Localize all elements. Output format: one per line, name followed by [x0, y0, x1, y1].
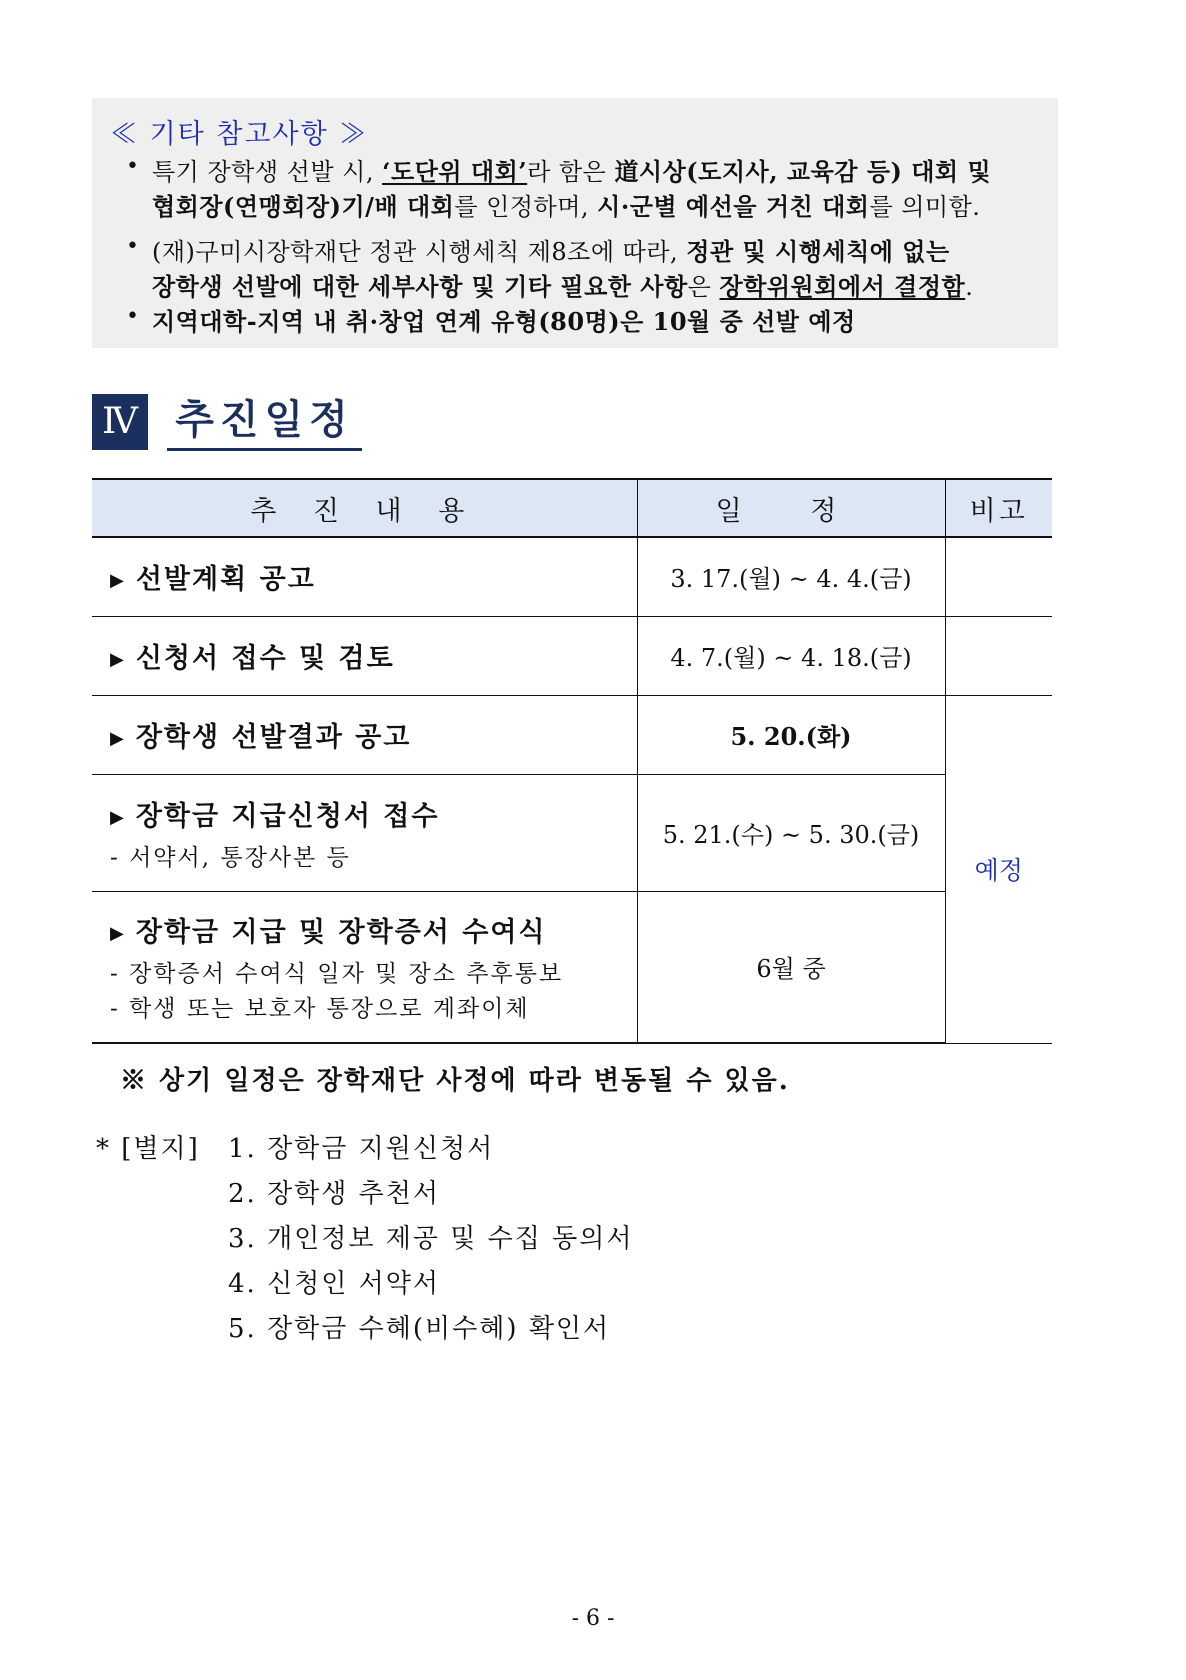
- triangle-bullet-icon: ▶: [110, 570, 126, 592]
- content-cell: [92, 891, 637, 1043]
- section-title-underline: [167, 448, 362, 451]
- content-cell: [92, 537, 637, 616]
- header-label: 일 정: [715, 495, 867, 527]
- bullet-icon: •: [126, 304, 139, 329]
- note-emphasis: 정관 및 시행세칙에 없는: [686, 237, 950, 266]
- table-row: [92, 891, 1052, 1043]
- bullet-icon: •: [126, 154, 139, 179]
- triangle-bullet-icon: ▶: [110, 728, 126, 749]
- item-title: 선발계획 공고: [135, 564, 316, 596]
- content-cell: [92, 616, 637, 695]
- table-row: [92, 616, 1052, 695]
- date-cell: 5. 20.(화): [637, 695, 945, 774]
- item-title: 장학금 지급 및 장학증서 수여식: [135, 917, 547, 949]
- note-emphasis: 협회장(연맹회장)기/배 대회: [152, 192, 455, 221]
- header-content: [92, 479, 637, 537]
- note-text: 특기 장학생 선발 시,: [152, 158, 383, 186]
- header-remark: [945, 479, 1052, 537]
- date-cell: 6월 중: [637, 891, 945, 1043]
- attachment-item: 5. 장학금 수혜(비수혜) 확인서: [228, 1314, 611, 1344]
- header-label: 비고: [969, 495, 1028, 527]
- triangle-bullet-icon: ▶: [110, 806, 126, 828]
- schedule-caution: ※ 상기 일정은 장학재단 사정에 따라 변동될 수 있음.: [120, 1066, 790, 1096]
- notes-title: ≪ 기타 참고사항 ≫: [110, 119, 369, 150]
- attachment-item: 3. 개인정보 제공 및 수집 동의서: [228, 1224, 634, 1254]
- table-row: [92, 695, 1052, 774]
- note-emphasis: 장학위원회에서 결정함: [719, 272, 966, 301]
- triangle-bullet-icon: ▶: [110, 649, 126, 670]
- note-emphasis: ‘도단위 대회’: [382, 157, 528, 186]
- note-emphasis: 시·군별 예선을 거친 대회: [597, 192, 870, 221]
- remark-cell: [945, 537, 1052, 616]
- section-number: Ⅳ: [92, 394, 148, 450]
- item-detail: - 장학증서 수여식 일자 및 장소 추후통보: [110, 961, 564, 988]
- note-2-line-2: [152, 267, 973, 302]
- remark-cell: [945, 616, 1052, 695]
- section-title: 추진일정: [175, 397, 354, 443]
- attachment-item: 1. 장학금 지원신청서: [228, 1134, 495, 1164]
- note-emphasis: 道시상(도지사, 교육감 등) 대회 및: [614, 157, 992, 186]
- notes-box: [92, 98, 1058, 348]
- header-schedule: [637, 479, 945, 537]
- item-title: 신청서 접수 및 검토: [135, 643, 395, 674]
- item-detail: - 서약서, 통장사본 등: [110, 844, 351, 871]
- triangle-bullet-icon: ▶: [110, 923, 126, 945]
- header-label: 추 진 내 용: [250, 495, 479, 527]
- table-row: [92, 774, 1052, 891]
- note-text: 지역대학-지역 내 취·창업 연계 유형(80명)은 10월 중 선발 예정: [152, 307, 856, 336]
- note-text: 를 의미함.: [869, 193, 981, 221]
- schedule-table: [92, 478, 1052, 1044]
- note-emphasis: 장학생 선발에 대한 세부사항 및 기타 필요한 사항: [152, 272, 688, 301]
- note-3-line-1: [152, 302, 856, 337]
- date-cell: 3. 17.(월) ~ 4. 4.(금): [637, 537, 945, 616]
- note-1-line-1: [152, 152, 991, 187]
- table-row: [92, 537, 1052, 616]
- note-1-line-2: [152, 187, 980, 222]
- content-cell: [92, 695, 637, 774]
- note-text: 를 인정하며,: [454, 193, 598, 221]
- note-2-line-1: [152, 232, 950, 267]
- attachment-item: 2. 장학생 추천서: [228, 1179, 441, 1209]
- note-text: .: [965, 273, 974, 301]
- attachments-prefix: * [별지]: [96, 1134, 200, 1164]
- note-text: 라 함은: [527, 158, 615, 186]
- date-cell: 5. 21.(수) ~ 5. 30.(금): [637, 774, 945, 891]
- content-cell: [92, 774, 637, 891]
- item-title: 장학생 선발결과 공고: [135, 722, 412, 753]
- item-detail: - 학생 또는 보호자 통장으로 계좌이체: [110, 996, 530, 1023]
- page-number: - 6 -: [571, 1606, 615, 1631]
- remark-cell: 예정: [945, 695, 1052, 1043]
- bullet-icon: •: [126, 234, 139, 259]
- note-text: (재)구미시장학재단 정관 시행세칙 제8조에 따라,: [152, 238, 687, 266]
- date-cell: 4. 7.(월) ~ 4. 18.(금): [637, 616, 945, 695]
- attachment-item: 4. 신청인 서약서: [228, 1269, 441, 1299]
- item-title: 장학금 지급신청서 접수: [135, 800, 440, 832]
- note-text: 은: [687, 273, 720, 301]
